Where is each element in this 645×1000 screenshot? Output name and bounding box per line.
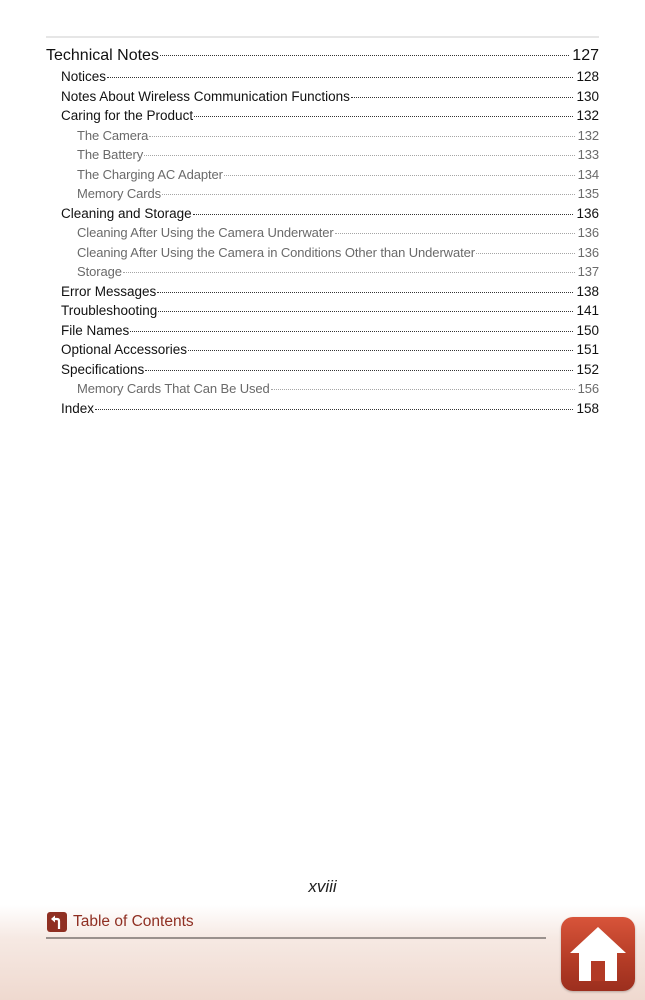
dot-leader [123,263,575,276]
toc-entry-storage[interactable] [46,262,599,282]
dot-leader [351,87,574,101]
dot-leader [188,341,573,355]
dot-leader [160,44,569,60]
dot-leader [335,224,575,237]
toc-entry-label: Troubleshooting [61,303,158,318]
toc-entry-page: 134 [577,166,599,182]
dot-leader [145,360,573,374]
toc-entry-file-names[interactable] [46,321,599,341]
toc-entry-label: Technical Notes [46,47,159,64]
dot-leader [193,204,574,218]
dot-leader [158,302,573,316]
toc-entry-the-camera[interactable] [46,126,599,146]
toc-entry-label: Cleaning After Using the Camera in Conditions Other than Underwater [77,244,475,260]
toc-entry-page: 128 [576,69,599,84]
toc-entry-page: 141 [576,303,599,318]
dot-leader [144,146,575,159]
toc-entry-wireless-notes[interactable] [46,87,599,107]
toc-entry-the-battery[interactable] [46,145,599,165]
toc-entry-label: Notes About Wireless Communication Functions [61,88,350,104]
toc-entry-page: 150 [576,322,599,338]
top-divider [46,36,599,38]
toc-entry-page: 135 [577,186,599,201]
dot-leader [157,282,573,296]
toc-entry-label: The Charging AC Adapter [77,166,223,182]
toc-entry-label: Cleaning and Storage [61,205,192,221]
toc-entry-label: Notices [61,69,107,84]
toc-entry-page: 138 [576,283,599,299]
toc-entry-page: 136 [577,244,599,260]
toc-entry-label: The Battery [77,147,144,162]
toc-entry-page: 127 [572,47,599,64]
dot-leader [271,380,575,393]
toc-entry-page: 132 [577,127,599,143]
dot-leader [224,166,575,179]
dot-leader [476,244,575,257]
toc-entry-label: Cleaning After Using the Camera Underwater [77,225,334,240]
toc-entry-page: 136 [576,205,599,221]
toc-entry-page: 156 [577,381,599,396]
home-icon [568,925,628,983]
footer-divider [46,937,546,939]
toc-entry-memory-cards[interactable] [46,184,599,204]
toc-entry-label: Optional Accessories [61,342,188,357]
dot-leader [149,127,574,140]
toc-entry-page: 152 [576,361,599,377]
dot-leader [130,321,573,335]
toc-entry-label: Caring for the Product [61,108,194,123]
dot-leader [107,68,573,82]
toc-entry-page: 137 [577,264,599,279]
toc-entry-label: Memory Cards That Can Be Used [77,381,270,396]
toc-entry-error-messages[interactable] [46,282,599,302]
toc-entry-cleaning-other-conditions[interactable] [46,243,599,263]
toc-entry-technical-notes[interactable] [46,44,599,66]
toc-entry-page: 132 [576,108,599,123]
dot-leader [162,185,575,198]
toc-entry-optional-accessories[interactable] [46,340,599,360]
toc-entry-index[interactable] [46,399,599,419]
toc-entry-specifications[interactable] [46,360,599,380]
table-of-contents [46,44,599,418]
toc-entry-notices[interactable] [46,67,599,87]
dot-leader [194,107,573,121]
toc-entry-label: Error Messages [61,283,157,299]
toc-entry-page: 151 [576,342,599,357]
return-arrow-icon [47,912,67,932]
toc-entry-label: The Camera [77,127,149,143]
toc-entry-page: 130 [576,88,599,104]
toc-entry-label: Index [61,400,95,416]
toc-entry-page: 133 [577,147,599,162]
page-number: xviii [308,877,337,896]
table-of-contents-link[interactable] [47,912,194,932]
toc-entry-page: 136 [577,225,599,240]
toc-entry-label: Specifications [61,361,145,377]
toc-entry-label: Memory Cards [77,186,162,201]
toc-entry-label: File Names [61,322,130,338]
home-button[interactable] [561,917,635,991]
toc-entry-troubleshooting[interactable] [46,301,599,321]
dot-leader [95,399,573,413]
toc-entry-charging-ac-adapter[interactable] [46,165,599,185]
toc-entry-page: 158 [576,400,599,416]
toc-entry-caring-for-product[interactable] [46,106,599,126]
toc-entry-cleaning-and-storage[interactable] [46,204,599,224]
table-of-contents-link-label: Table of Contents [73,913,194,930]
toc-entry-cleaning-underwater[interactable] [46,223,599,243]
toc-entry-label: Storage [77,264,122,279]
toc-entry-memory-cards-usable[interactable] [46,379,599,399]
